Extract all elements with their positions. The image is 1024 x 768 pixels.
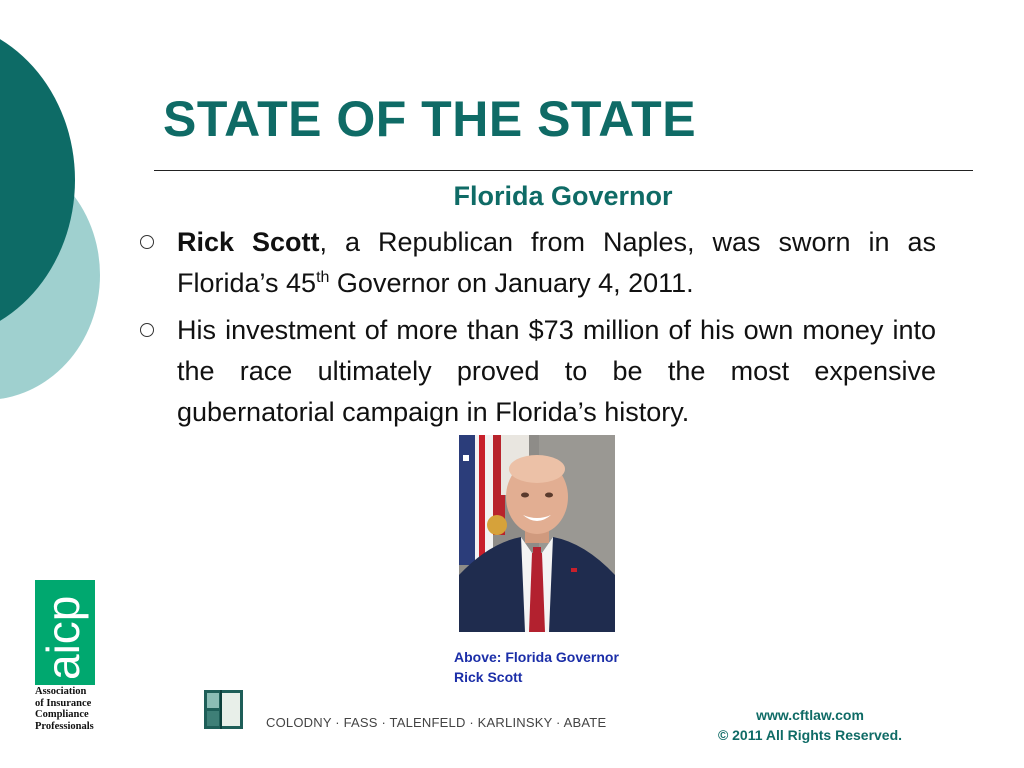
bullet-text: His investment of more than $73 million of his own money into the race ultimately proved to be the most expensive gubernatorial campaign in Florida’s history.	[177, 315, 936, 427]
aicp-name-line: Association	[35, 686, 87, 697]
slide-subtitle: Florida Governor	[453, 181, 673, 211]
law-firm-logo-icon	[204, 690, 243, 729]
photo-caption	[454, 647, 619, 687]
governor-name: Rick Scott	[177, 227, 320, 257]
governor-portrait	[459, 435, 615, 632]
bullet-item	[140, 310, 936, 433]
website-link[interactable]: www.cftlaw.com	[756, 707, 864, 723]
bullet-list	[140, 222, 936, 439]
aicp-logo-mark: aicp	[37, 595, 89, 680]
ordinal-suffix: th	[316, 269, 330, 286]
law-firm-name: COLODNY · FASS · TALENFELD · KARLINSKY · ABATE	[266, 715, 607, 730]
aicp-name-line: of Insurance	[35, 697, 92, 709]
title-divider	[154, 170, 973, 171]
copyright-notice: © 2011 All Rights Reserved.	[717, 727, 903, 743]
bullet-text: Governor on January 4, 2011.	[329, 268, 694, 298]
slide-title: STATE OF THE STATE	[163, 91, 697, 147]
footer	[700, 705, 920, 745]
bullet-text: , a Republican from Naples, was sworn in as Florida’s 45	[177, 227, 936, 298]
caption-line: Above: Florida Governor	[454, 649, 619, 665]
bullet-circle-icon	[140, 323, 154, 337]
aicp-name-line: Professionals	[35, 720, 94, 732]
aicp-logo	[35, 580, 95, 685]
bullet-item	[140, 222, 936, 304]
caption-line: Rick Scott	[454, 669, 523, 685]
bullet-circle-icon	[140, 235, 154, 249]
aicp-name-line: Compliance	[35, 709, 89, 720]
aicp-organization-name	[35, 686, 94, 732]
